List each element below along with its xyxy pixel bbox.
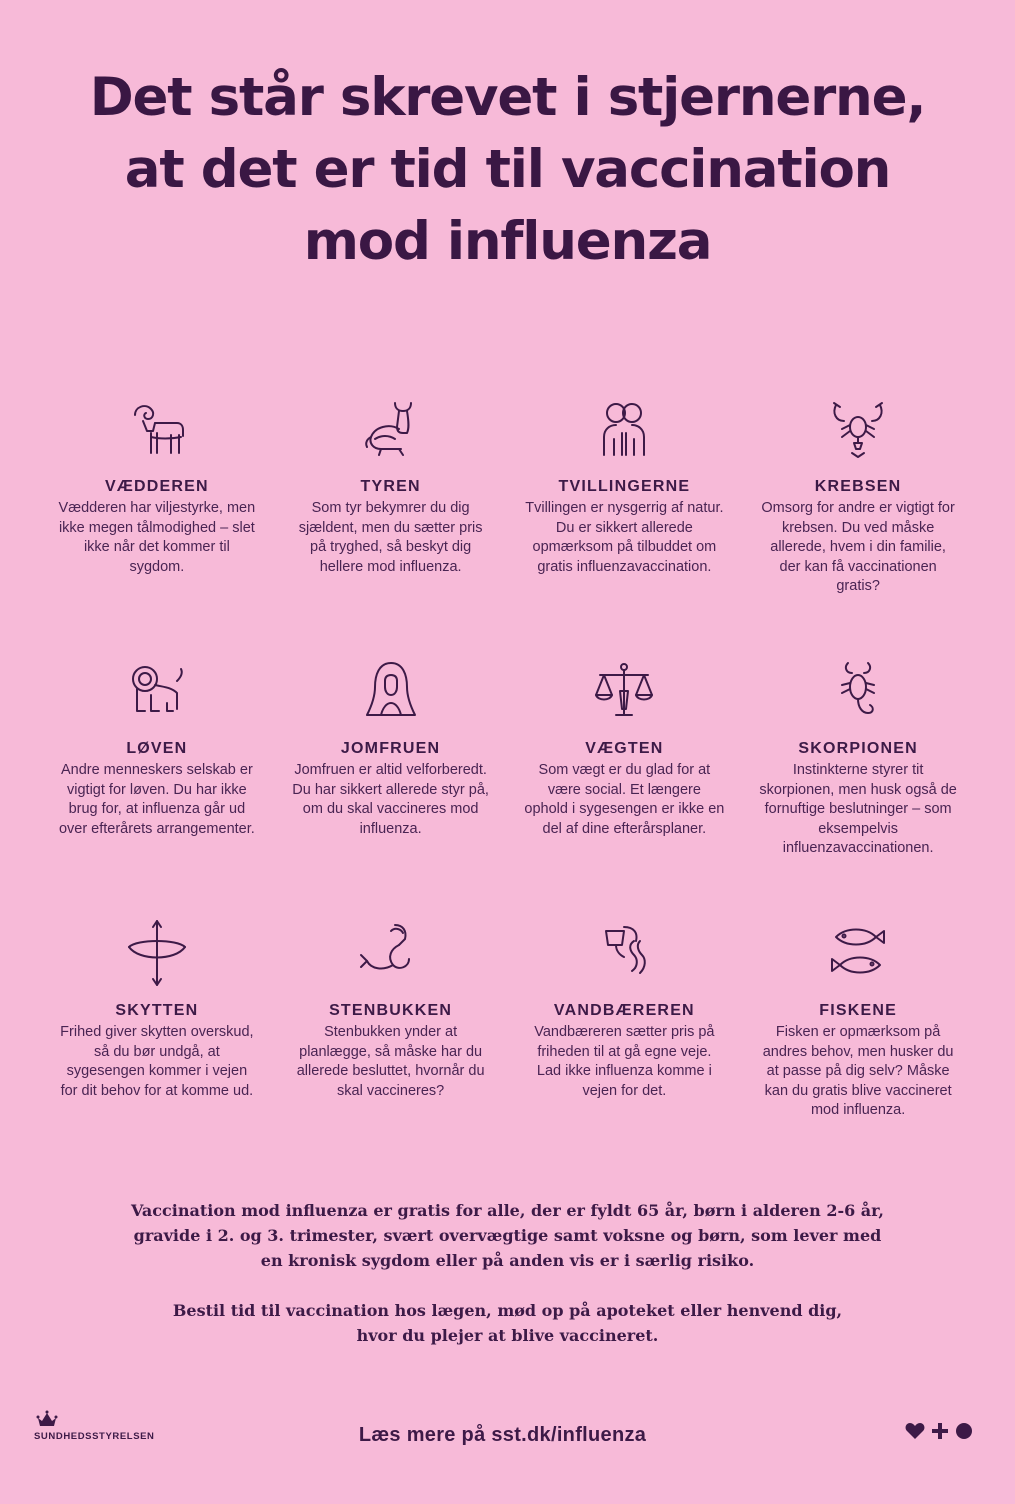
sign-name: VÆGTEN <box>585 740 664 757</box>
sign-name: JOMFRUEN <box>340 740 441 757</box>
sign-description: Frihed giver skytten overskud, så du bør undgå, at sygesengen kommer i vejen for dit behov for at komme ud. <box>60 1024 254 1099</box>
sign-name: SKORPIONEN <box>798 740 918 757</box>
headline-line-3: mod influenza <box>303 211 712 272</box>
ram-icon <box>121 393 193 465</box>
plus-icon <box>931 1422 949 1440</box>
sign-name: KREBSEN <box>814 478 902 495</box>
sign-card <box>274 655 508 917</box>
water-bearer-icon <box>588 917 660 989</box>
goat-fish-icon <box>355 917 427 989</box>
scorpion-icon <box>822 655 894 727</box>
sign-description: Vandbæreren sætter pris på friheden til at gå egne veje. Lad ikke influenza komme i vejen for det. <box>534 1024 715 1099</box>
sign-card <box>274 917 508 1179</box>
paragraph-line: gravide i 2. og 3. trimester, svært overvægtige samt voksne og børn, som lever med <box>133 1226 882 1245</box>
twins-icon <box>588 393 660 465</box>
headline <box>0 62 1015 278</box>
sign-name: FISKENE <box>819 1002 897 1019</box>
bull-icon <box>355 393 427 465</box>
sign-description: Som vægt er du glad for at være social. Et længere ophold i sygesengen er ikke en del af dine efterårsplaner. <box>524 762 725 837</box>
sign-description: Instinkterne styrer tit skorpionen, men husk også de fornuftige beslutninger – som eksempelvis influenzavaccinationen. <box>759 762 957 857</box>
logo-text: SUNDHEDSSTYRELSEN <box>34 1431 155 1442</box>
bow-arrow-icon <box>121 917 193 989</box>
sign-name: TYREN <box>360 478 421 495</box>
lion-icon <box>121 655 193 727</box>
sign-card <box>40 917 274 1179</box>
eligibility-paragraph <box>0 1198 1015 1273</box>
sign-name: TVILLINGERNE <box>558 478 691 495</box>
sign-card <box>741 393 975 655</box>
sign-card <box>508 917 742 1179</box>
sign-description: Andre menneskers selskab er vigtigt for løven. Du har ikke brug for, at influenza går ud over efterårets arrangementer. <box>58 762 255 837</box>
paragraph-line: en kronisk sygdom eller på anden vis er i særlig risiko. <box>260 1251 755 1270</box>
sign-card <box>508 393 742 655</box>
sign-card <box>40 655 274 917</box>
sign-description: Som tyr bekymrer du dig sjældent, men du sætter pris på tryghed, så beskyt dig hellere mod influenza. <box>298 500 483 575</box>
zodiac-grid <box>40 393 975 1179</box>
heart-icon <box>905 1422 925 1440</box>
sign-card <box>274 393 508 655</box>
sign-description: Tvillingen er nysgerrig af natur. Du er sikkert allerede opmærksom på tilbuddet om gratis influenzavaccination. <box>525 500 724 575</box>
sign-card <box>741 917 975 1179</box>
paragraph-line: Vaccination mod influenza er gratis for alle, der er fyldt 65 år, børn i alderen 2-6 år, <box>130 1201 884 1220</box>
brand-mark <box>905 1422 973 1440</box>
read-more-link[interactable]: Læs mere på sst.dk/influenza <box>358 1424 647 1446</box>
sign-name: LØVEN <box>126 740 188 757</box>
headline-line-1: Det står skrevet i stjernerne, <box>89 67 926 128</box>
sign-card <box>741 655 975 917</box>
sign-name: STENBUKKEN <box>329 1002 453 1019</box>
sign-description: Fisken er opmærksom på andres behov, men husker du at passe på dig selv? Måske kan du gratis blive vaccineret mod influenza. <box>762 1024 954 1119</box>
paragraph-line: Bestil tid til vaccination hos lægen, mød op på apoteket eller henvend dig, <box>172 1301 843 1320</box>
sign-name: SKYTTEN <box>115 1002 199 1019</box>
maiden-icon <box>355 655 427 727</box>
headline-line-2: at det er tid til vaccination <box>124 139 891 200</box>
scales-icon <box>588 655 660 727</box>
crayfish-icon <box>822 393 894 465</box>
sign-card <box>40 393 274 655</box>
sign-description: Jomfruen er altid velforberedt. Du har sikkert allerede styr på, om du skal vaccineres mod influenza. <box>292 762 489 837</box>
sign-name: VANDBÆREREN <box>553 1002 695 1019</box>
sign-description: Stenbukken ynder at planlægge, så måske har du allerede besluttet, hvornår du skal vaccineres? <box>296 1024 485 1099</box>
paragraph-line: hvor du plejer at blive vaccineret. <box>356 1326 659 1345</box>
sign-description: Omsorg for andre er vigtigt for krebsen. Du ved måske allerede, hvem i din familie, der kan få vaccinationen gratis? <box>761 500 955 595</box>
sign-description: Vædderen har viljestyrke, men ikke megen tålmodighed – slet ikke når det kommer til sygdom. <box>58 500 256 575</box>
booking-paragraph <box>0 1298 1015 1348</box>
fish-icon <box>822 917 894 989</box>
sign-name: VÆDDEREN <box>104 478 209 495</box>
sign-card <box>508 655 742 917</box>
circle-icon <box>955 1422 973 1440</box>
